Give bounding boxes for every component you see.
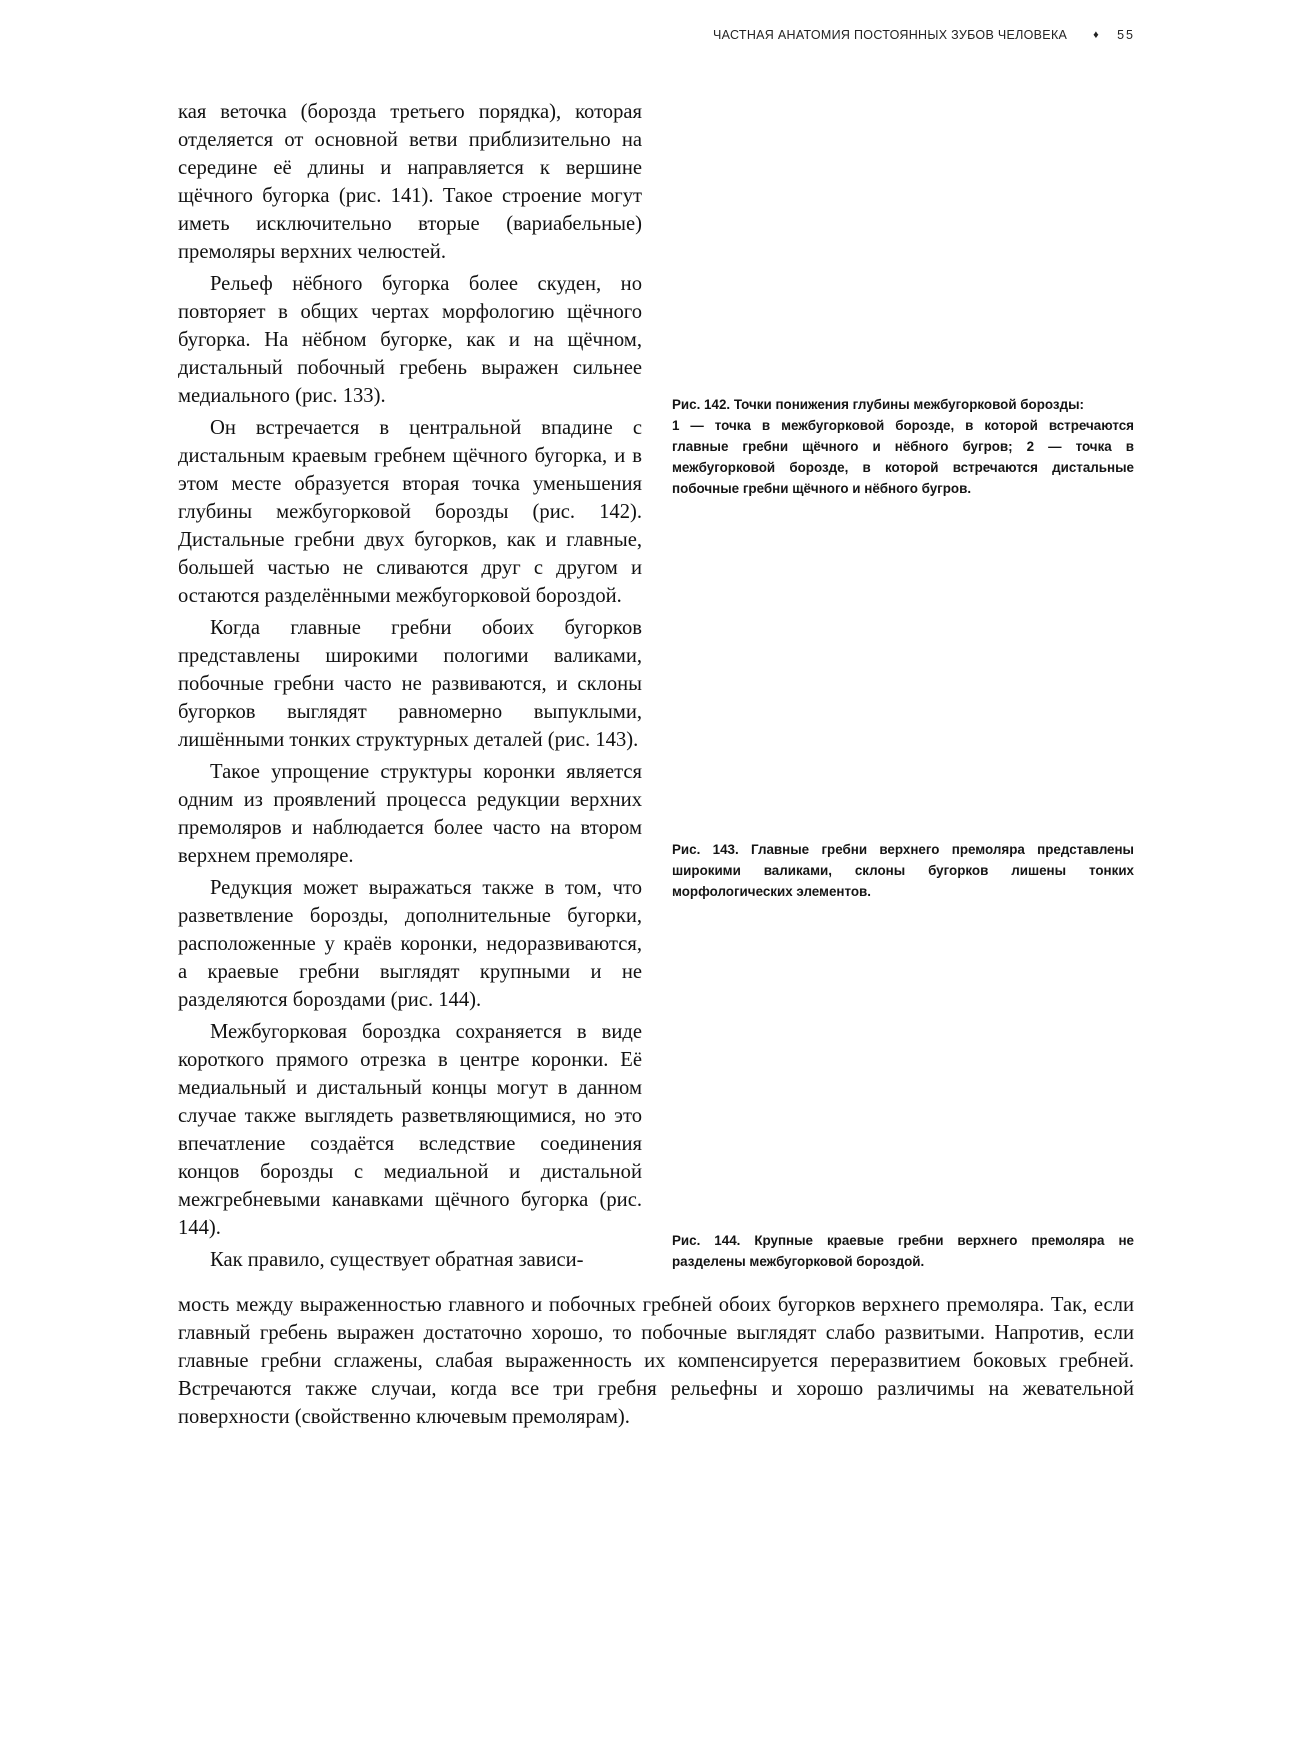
figure-143-caption: Рис. 143. Главные гребни верхнего премоляра представлены широкими валиками, склоны бугорков лишены тонких морфологических элементов. bbox=[672, 842, 1134, 899]
paragraph: Редукция может выражаться также в том, что разветвление борозды, дополнительные бугорки, расположенные у краёв коронки, недоразвиваются, а краевые гребни выглядят крупными и не разделяются бороздами (рис. 144). bbox=[178, 877, 642, 1011]
figure-142-caption-text: 1 — точка в межбугорковой борозде, в которой встречаются главные гребни щёчного и нёбного бугров; 2 — точка в межбугорковой борозде, в которой встречаются дистальные побочные гребни щёчного и нёбного бугров. bbox=[672, 418, 1134, 496]
paragraph: Межбугорковая бороздка сохраняется в виде короткого прямого отрезка в центре коронки. Её медиальный и дистальный концы могут в данном случае также выглядеть разветвляющимися, но это впечатление создаётся вследствие соединения концов борозды с медиальной и дистальной межгребневыми канавками щёчного бугорка (рис. 144). bbox=[178, 1021, 642, 1239]
figure-142-caption bbox=[672, 394, 1134, 499]
running-header bbox=[660, 24, 1135, 46]
paragraph: Он встречается в центральной впадине с дистальным краевым гребнем щёчного бугорка, и в этом месте образуется вторая точка уменьшения глубины межбугорковой борозды (рис. 142). Дистальные гребни двух бугорков, как и главные, большей частью не сливаются друг с другом и остаются разделёнными межбугорковой бороздой. bbox=[178, 417, 642, 607]
main-text-column bbox=[178, 98, 642, 1274]
figure-144-caption: Рис. 144. Крупные краевые гребни верхнего премоляра не разделены межбугорковой бороздой. bbox=[672, 1233, 1134, 1269]
diamond-separator-icon: ♦ bbox=[1093, 29, 1100, 41]
paragraph: Рельеф нёбного бугорка более скуден, но повторяет в общих чертах морфологию щёчного бугорка. На нёбном бугорке, как и на щёчном, дистальный побочный гребень выражен сильнее медиального (рис. 133). bbox=[178, 273, 642, 407]
paragraph-continued: кая веточка (борозда третьего порядка), которая отделяется от основной ветви приблизительно на середине её длины и направляется к вершине щёчного бугорка (рис. 141). Такое строение могут иметь исключительно вторые (вариабельные) премоляры верхних челюстей. bbox=[178, 101, 642, 263]
running-title: ЧАСТНАЯ АНАТОМИЯ ПОСТОЯННЫХ ЗУБОВ ЧЕЛОВЕКА bbox=[713, 28, 1068, 42]
page-number: 55 bbox=[1117, 28, 1135, 42]
paragraph: Когда главные гребни обоих бугорков представлены широкими пологими валиками, побочные гребни часто не развиваются, и склоны бугорков выглядят равномерно выпуклыми, лишёнными тонких структурных деталей (рис. 143). bbox=[178, 617, 642, 751]
paragraph-last-start: Как правило, существует обратная зависи- bbox=[210, 1249, 584, 1271]
figure-142-caption-title: Рис. 142. Точки понижения глубины межбугорковой борозды: bbox=[672, 397, 1084, 412]
full-width-paragraph: мость между выраженностью главного и побочных гребней обоих бугорков верхнего премоляра. Так, если главный гребень выражен достаточно хорошо, то побочные выглядят слабо развитыми. Напротив, если главные гребни сглажены, слабая выраженность их компенсируется переразвитием боковых гребней. Встречаются также случаи, когда все три гребня рельефны и хорошо различимы на жевательной поверхности (свойственно ключевым премолярам). bbox=[178, 1294, 1134, 1428]
paragraph: Такое упрощение структуры коронки является одним из проявлений процесса редукции верхних премоляров и наблюдается более часто на втором верхнем премоляре. bbox=[178, 761, 642, 867]
